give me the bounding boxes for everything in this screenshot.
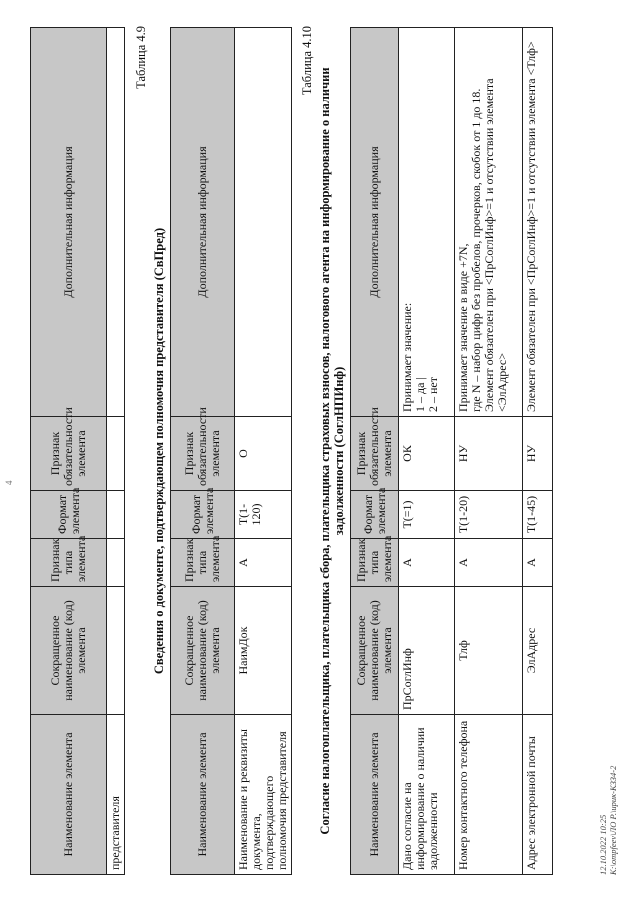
cell-type: А [455,539,523,587]
table-4-10-title-line1: Согласие налогоплательщика, плательщика сбора, плательщика страховых взносов, налогового агента на информирование о наличии [318,67,332,835]
table-4-9 [170,27,292,875]
header-info: Дополнительная информация [31,28,107,417]
info-line: где N – набор цифр без пробелов, прочерков, скобок от 1 до 18. [469,88,483,412]
info-line: Элемент обязателен при <ПрСоглИнф>=1 и отсутствии элемента <Тлф> [524,41,538,412]
cell-code: ПрСоглИнф [399,587,455,715]
cell-info [399,28,455,417]
cell-type: А [235,539,292,587]
cell-info [235,28,292,417]
header-name: Наименование элемента [171,715,235,875]
info-line: Принимает значение в виде +7N, [456,243,470,412]
table-row [455,28,523,875]
cell-code: НаимДок [235,587,292,715]
table-4-9-title: Сведения о документе, подтверждающем полномочия представителя (СвПред) [152,227,166,675]
cell-format: Т(1-45) [523,491,553,539]
cell-required: НУ [523,417,553,491]
cell-name: Адрес электронной почты [523,715,553,875]
header-type: Признак типа элемента [31,539,107,587]
table-row [107,28,125,875]
header-format: Формат элемента [31,491,107,539]
table-continuation [30,27,125,875]
page-number: 4 [4,480,14,485]
table-row [399,28,455,875]
header-name: Наименование элемента [31,715,107,875]
table-4-10-title [318,27,346,875]
header-format: Формат элемента [171,491,235,539]
header-format: Формат элемента [351,491,399,539]
table-4-10 [350,27,553,875]
header-code: Сокращенное наименование (код) элемента [31,587,107,715]
cell-name: представителя [107,715,125,875]
header-info: Дополнительная информация [171,28,235,417]
info-line: Принимает значение: [400,302,414,412]
header-type: Признак типа элемента [171,539,235,587]
cell-info [523,28,553,417]
header-name: Наименование элемента [351,715,399,875]
info-line: Элемент обязателен при <ПрСоглИнф>=1 и отсутствии элемента <ЭлАдрес> [482,78,509,412]
cell-required: ОК [399,417,455,491]
cell-name: Дано согласие на информирование о наличии задолженности [399,715,455,875]
cell-name: Номер контактного телефона [455,715,523,875]
header-type: Признак типа элемента [351,539,399,587]
header-required: Признак обязательности элемента [171,417,235,491]
footer-line2: K:\ompfeev\ЛО Р.\ирик-КЗЗ4-2 [608,765,618,875]
cell-code: Тлф [455,587,523,715]
cell-format: Т(1-20) [455,491,523,539]
table-row [235,28,292,875]
cell-type: А [399,539,455,587]
header-info: Дополнительная информация [351,28,399,417]
cell-code: ЭлАдрес [523,587,553,715]
cell-format: Т(1-120) [235,491,292,539]
info-line: 1 – да | [413,377,427,412]
footer-line1: 12.10.2022 10:25 [598,814,608,875]
cell-required: О [235,417,292,491]
table-row [523,28,553,875]
cell-name: Наименование и реквизиты документа, подтверждающего полномочия представителя [235,715,292,875]
footer [598,766,618,875]
cell-required: НУ [455,417,523,491]
cell-format: Т(=1) [399,491,455,539]
table-4-10-caption: Таблица 4.10 [300,26,314,96]
header-required: Признак обязательности элемента [351,417,399,491]
cell-type: А [523,539,553,587]
header-code: Сокращенное наименование (код) элемента [171,587,235,715]
info-line: 2 – нет [426,377,440,412]
header-code: Сокращенное наименование (код) элемента [351,587,399,715]
table-4-9-caption: Таблица 4.9 [134,26,148,89]
cell-info [455,28,523,417]
table-4-10-title-line2: задолженности (СоглНПИнф) [332,366,346,536]
header-required: Признак обязательности элемента [31,417,107,491]
